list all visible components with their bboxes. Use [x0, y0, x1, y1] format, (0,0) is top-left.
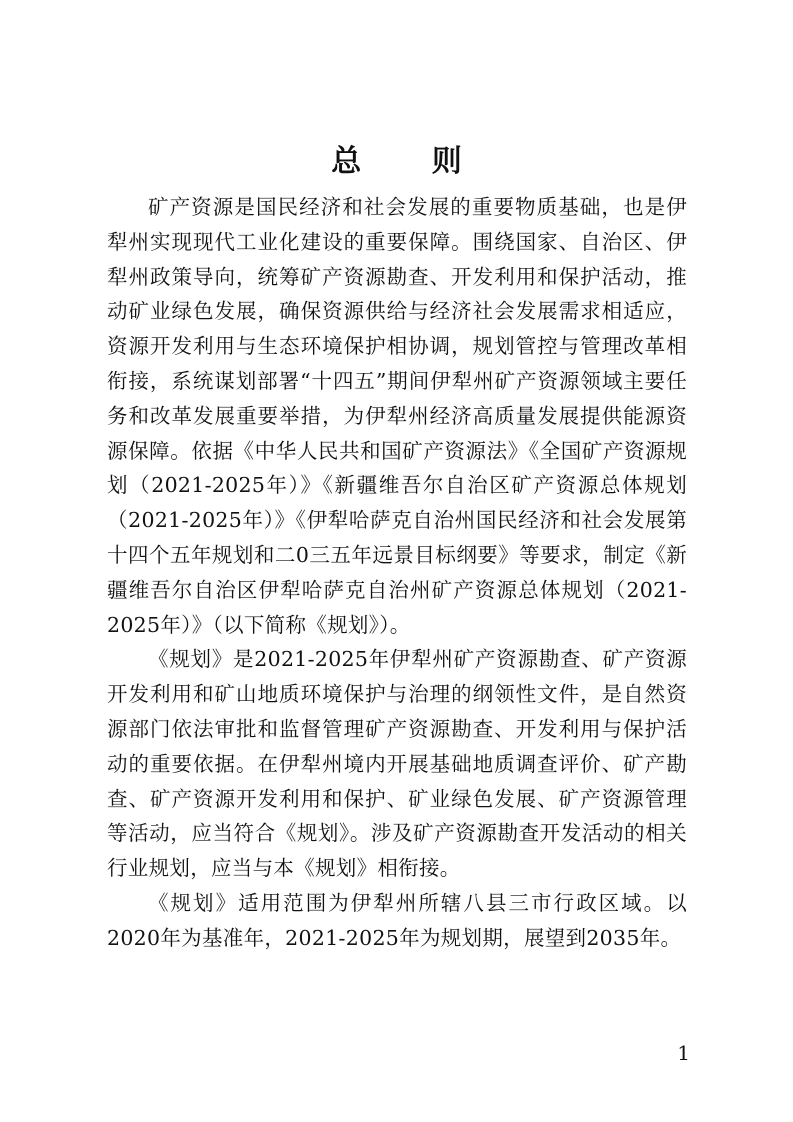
body-text	[107, 190, 687, 956]
paragraph-scope: 《规划》适用范围为伊犁州所辖八县三市行政区域。以2020年为基准年，2021-2025年为规划期，展望到2035年。	[107, 890, 687, 950]
page-title: 总 则	[331, 144, 492, 179]
page-number: 1	[677, 1041, 690, 1065]
paragraph-intro: 矿产资源是国民经济和社会发展的重要物质基础，也是伊犁州实现现代工业化建设的重要保障。围绕国家、自治区、伊犁州政策导向，统筹矿产资源勘查、开发利用和保护活动，推动矿业绿色发展，确保资源供给与经济社会发展需求相适应，资源开发利用与生态环境保护相协调，规划管控与管理改革相衔接，系统谋划部署“十四五”期间伊犁州矿产资源领域主要任务和改革发展重要举措，为伊犁州经济高质量发展提供能源资源保障。依据《中华人民共和国矿产资源法》《全国矿产资源规划（2021-2025年）》《新疆维吾尔自治区矿产资源总体规划（2021-2025年）》《伊犁哈萨克自治州国民经济和社会发展第十四个五年规划和二0三五年远景目标纲要》等要求，制定《新疆维吾尔自治区伊犁哈萨克自治州矿产资源总体规划（2021-2025年）》（以下简称《规划》）。	[107, 195, 687, 637]
paragraph-purpose: 《规划》是2021-2025年伊犁州矿产资源勘查、矿产资源开发利用和矿山地质环境保护与治理的纲领性文件，是自然资源部门依法审批和监督管理矿产资源勘查、开发利用与保护活动的重要依据。在伊犁州境内开展基础地质调查评价、矿产勘查、矿产资源开发利用和保护、矿业绿色发展、矿产资源管理等活动，应当符合《规划》。涉及矿产资源勘查开发活动的相关行业规划，应当与本《规划》相衔接。	[107, 647, 687, 881]
